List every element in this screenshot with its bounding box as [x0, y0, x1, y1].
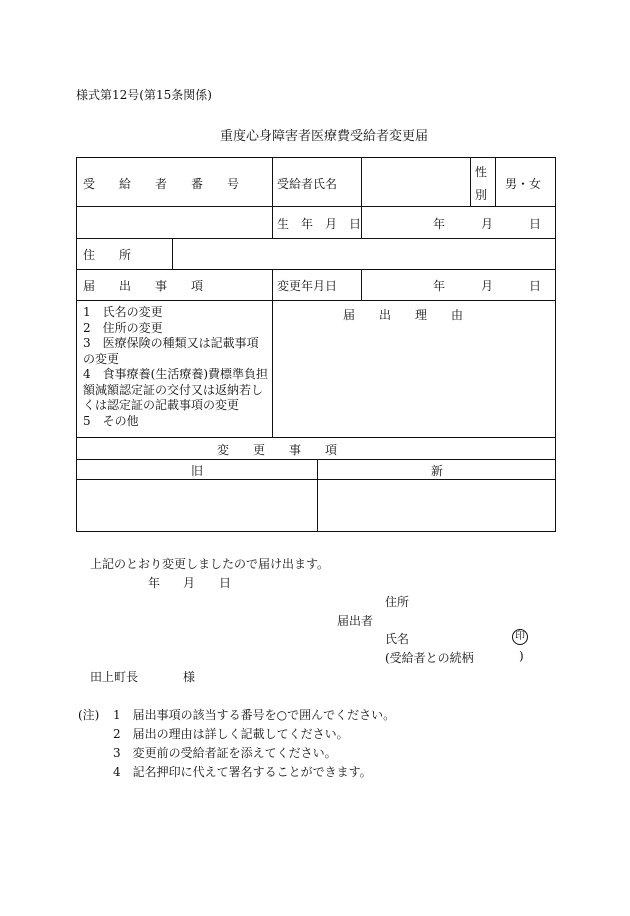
change-month-label: 月: [481, 279, 494, 293]
form-table: [76, 157, 556, 532]
date-day-label: 日: [219, 576, 232, 590]
birth-year-label: 年: [433, 217, 446, 231]
notice-item-5[interactable]: 5 その他: [83, 413, 139, 428]
recipient-name-label: 受給者氏名: [277, 177, 338, 191]
change-year-label: 年: [433, 279, 446, 293]
notice-item-4[interactable]: 4 食事療養(生活療養)費標準負担額減額認定証の交付又は返納若しくは認定証の記載事項の変更: [83, 367, 268, 412]
old-field[interactable]: [78, 480, 316, 530]
note-item-1: 1 届出事項の該当する番号を○で囲んでください。: [113, 708, 396, 722]
birth-day-label: 日: [529, 217, 542, 231]
form-number: 様式第12号(第15条関係): [76, 88, 212, 102]
old-label: 旧: [191, 464, 204, 478]
note-item-4: 4 記名押印に代えて署名することができます。: [113, 765, 372, 779]
declaration-text: 上記のとおり変更しましたので届け出ます。: [90, 557, 330, 571]
notifier-address-label: 住所: [385, 595, 410, 609]
birth-month-label: 月: [481, 217, 494, 231]
sex-options[interactable]: 男・女: [505, 177, 542, 191]
date-year-label: 年: [148, 576, 161, 590]
new-label: 新: [431, 464, 444, 478]
notifier-label: 届出者: [337, 614, 374, 628]
reason-label: 届 出 理 由: [343, 308, 464, 322]
change-date-label: 変更年月日: [277, 279, 338, 293]
reason-field[interactable]: [274, 324, 554, 434]
recipient-name-field[interactable]: [362, 159, 469, 205]
notifier-name-label: 氏名: [385, 632, 410, 646]
sex-label-2: 別: [475, 188, 488, 202]
notice-item-3[interactable]: 3 医療保険の種類又は記載事項の変更: [83, 336, 259, 366]
page-title: 重度心身障害者医療費受給者変更届: [220, 129, 429, 144]
date-month-label: 月: [183, 576, 196, 590]
relation-label: (受給者との続柄: [385, 651, 474, 665]
birthdate-label: 生 年 月 日: [277, 217, 362, 231]
sex-label-1: 性: [475, 165, 488, 179]
address-field[interactable]: [173, 239, 555, 268]
recipient-number-label: 受 給 者 番 号: [83, 177, 240, 191]
notice-item-1[interactable]: 1 氏名の変更: [83, 305, 163, 319]
note-item-2: 2 届出の理由は詳しく記載してください。: [113, 727, 349, 741]
honorific: 様: [183, 670, 196, 684]
address-label: 住 所: [83, 248, 132, 262]
change-items-label: 変 更 事 項: [217, 443, 338, 457]
notice-items-list: [83, 305, 269, 429]
relation-close: ): [519, 649, 524, 663]
notes-label: (注): [78, 708, 100, 722]
note-item-3: 3 変更前の受給者証を添えてください。: [113, 746, 337, 760]
notice-item-2[interactable]: 2 住所の変更: [83, 320, 163, 335]
new-field[interactable]: [318, 480, 554, 530]
addressee: 田上町長: [90, 670, 139, 684]
notice-items-label: 届 出 事 項: [83, 279, 204, 293]
change-day-label: 日: [529, 279, 542, 293]
seal-mark: 印: [512, 629, 528, 645]
